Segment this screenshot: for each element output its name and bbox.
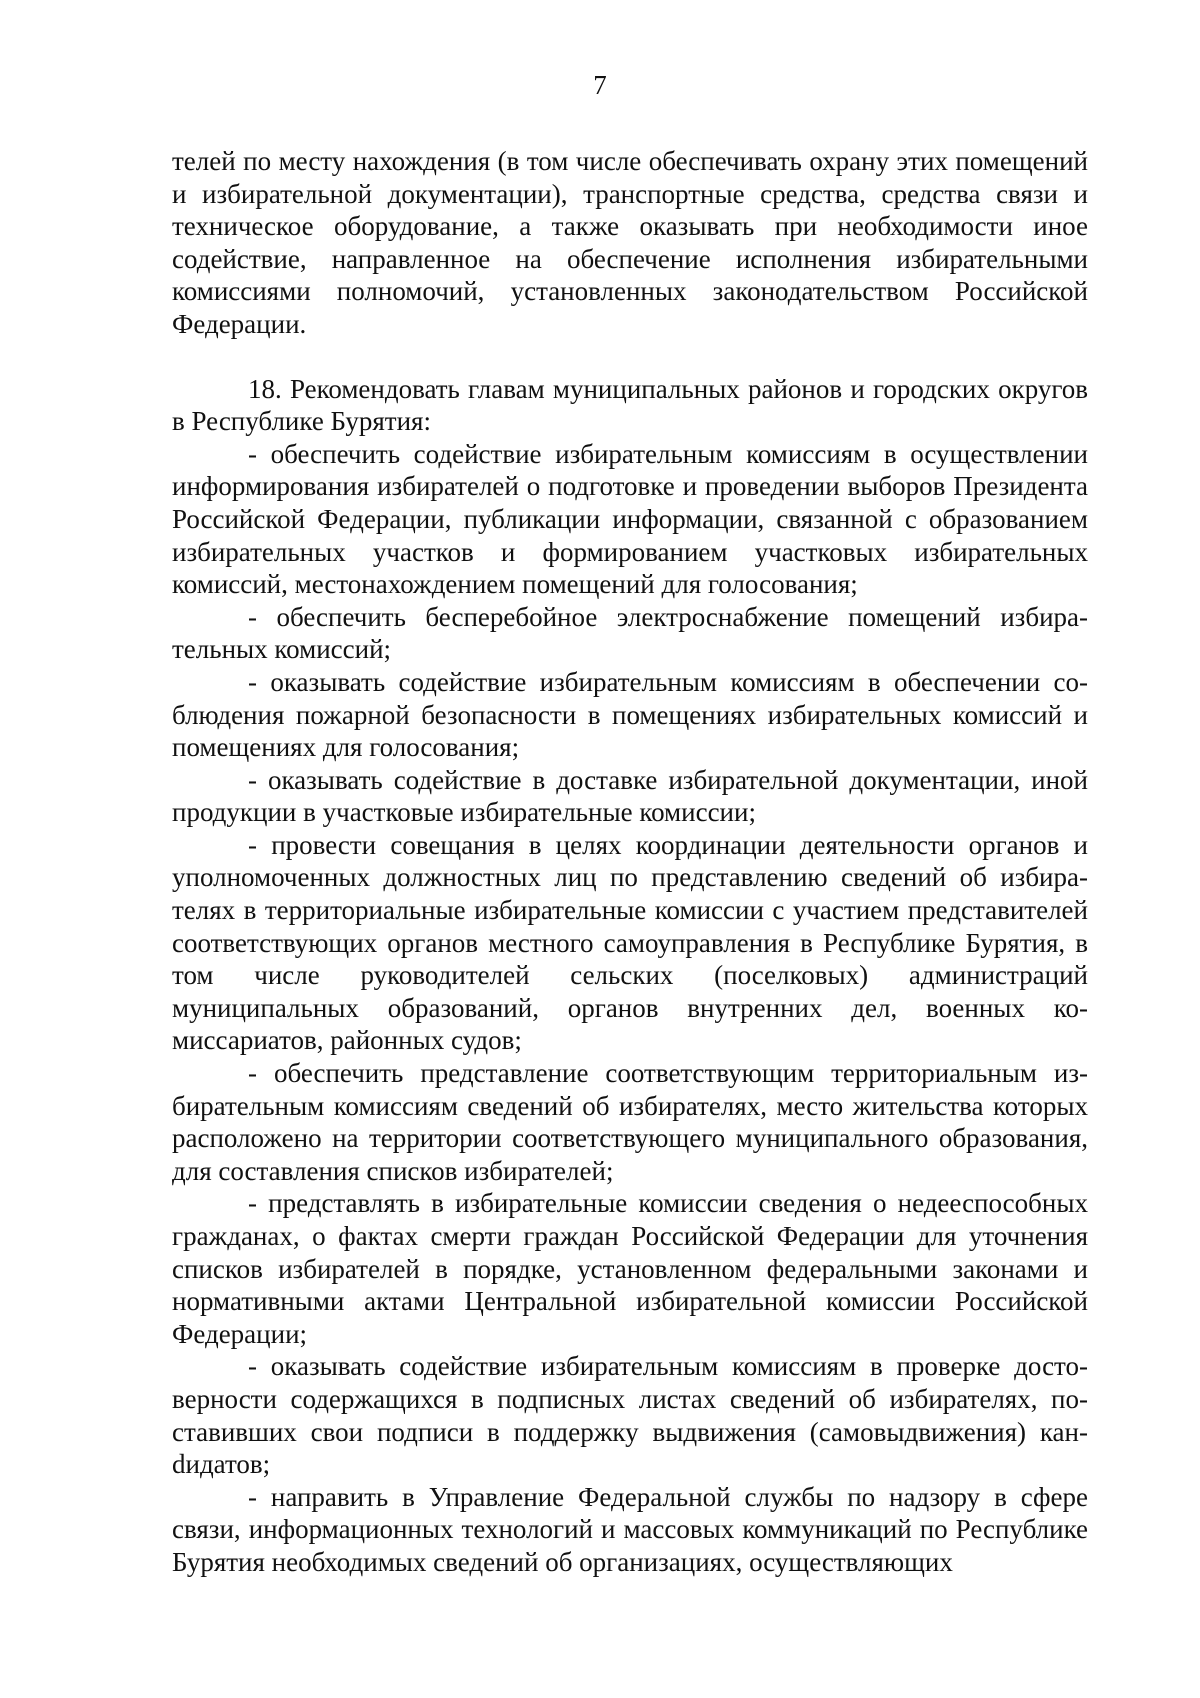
- list-item: - оказывать содействие избирательным комиссиям в обеспечении соблюдения пожарной безопасности в помещениях избирательных комиссий и помещениях для голосования;: [172, 666, 1088, 763]
- list-item: - провести совещания в целях координации деятельности органов и уполномоченных должностных лиц по представлению сведений об избирателях в территориальные избирательные комиссии с участием представителей соответствующих органов местного самоуправления в Республике Бурятия, в том числе руководителей сельских (поселковых) администраций муниципальных образований, органов внутренних дел, военных комиссариатов, районных судов;: [172, 829, 1088, 1056]
- list-item: - направить в Управление Федеральной службы по надзору в сфере связи, информационных технологий и массовых коммуникаций по Республике Бурятия необходимых сведений об организациях, осуществляющих: [172, 1481, 1088, 1577]
- paragraph-continuation: телей по месту нахождения (в том числе обеспечивать охрану этих помещений и избирательной документации), транспортные средства, средства связи и техническое оборудование, а также оказывать при необходимости иное содействие, направленное на обеспечение исполнения избирательными комиссиями полномочий, установленных законодательством Российской Федерации.: [172, 146, 1088, 339]
- page-number: 7: [593, 70, 607, 100]
- body-text: [172, 145, 1088, 1579]
- list-item: - обеспечить содействие избирательным комиссиям в осуществлении информирования избирателей о подготовке и проведении выборов Президента Российской Федерации, публикации информации, связанной с образованием избирательных участков и формированием участковых избирательных комиссий, местонахождением помещений для голосования;: [172, 438, 1088, 600]
- list-item: - обеспечить бесперебойное электроснабжение помещений избирательных комиссий;: [172, 601, 1088, 665]
- list-item: - обеспечить представление соответствующим территориальным избирательным комиссиям сведений об избирателях, место жительства которых расположено на территории соответствующего муниципального образования, для составления списков избирателей;: [172, 1058, 1088, 1186]
- paragraph-item-18: 18. Рекомендовать главам муниципальных районов и городских округов в Республике Бурятия:: [172, 373, 1088, 437]
- list-item: - оказывать содействие избирательным комиссиям в проверке достоверности содержащихся в подписных листах сведений об избирателях, поставивших свои подписи в поддержку выдвижения (самовыдвижения) канdидатов;: [172, 1351, 1088, 1480]
- list-item: - представлять в избирательные комиссии сведения о недееспособных гражданах, о фактах смерти граждан Российской Федерации для уточнения списков избирателей в порядке, установленном федеральными законами и нормативными актами Центральной избирательной комиссии Российской Федерации;: [172, 1188, 1088, 1349]
- list-item: - оказывать содействие в доставке избирательной документации, иной продукции в участковые избирательные комиссии;: [172, 764, 1088, 828]
